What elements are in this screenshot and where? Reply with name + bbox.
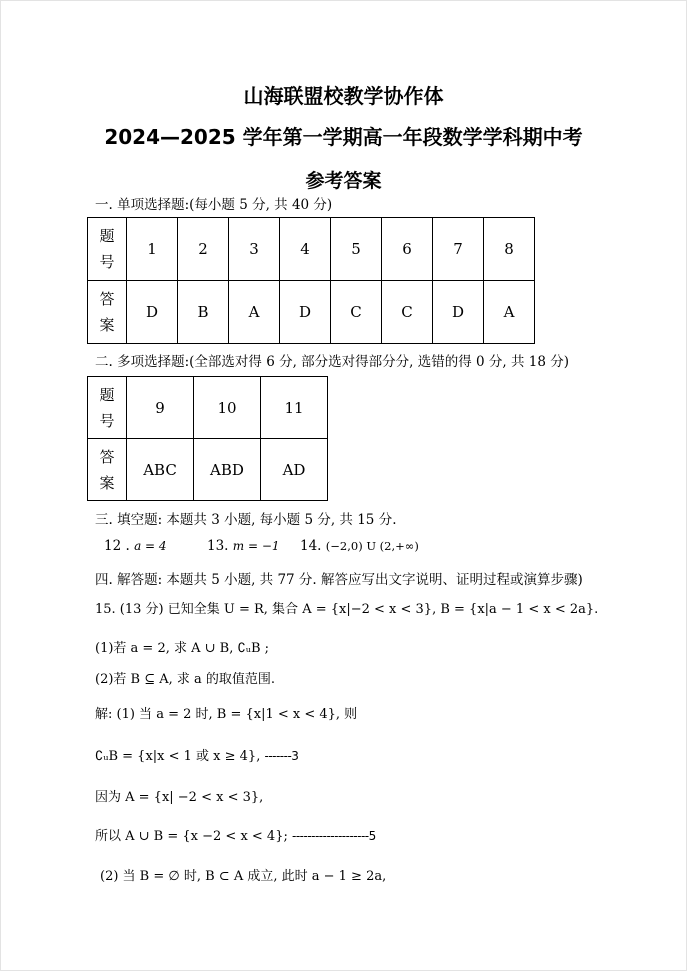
question-number: 10 — [194, 377, 261, 439]
answer-cell: A — [484, 281, 535, 344]
solution-line-4 — [95, 825, 376, 844]
answer-key-title: 参考答案 — [305, 170, 382, 192]
solution-line-2 — [95, 745, 298, 764]
question-number: 4 — [280, 218, 331, 281]
q12-answer: a = 4 — [134, 539, 167, 553]
section4-title: 四. 解答题: 本题共 5 小题, 共 77 分. 解答应写出文字说明、证明过程或演算步骤) — [95, 572, 583, 588]
answer-cell: A — [229, 281, 280, 344]
question-row — [88, 218, 535, 281]
solution-line-5: (2) 当 B = ∅ 时, B ⊂ A 成立, 此时 a − 1 ≥ 2a, — [100, 869, 387, 884]
fill-blank-14 — [300, 538, 419, 554]
question-number: 3 — [229, 218, 280, 281]
solution-line-1: 解: (1) 当 a = 2 时, B = {x|1 < x < 4}, 则 — [95, 707, 358, 722]
q15-part2: (2)若 B ⊆ A, 求 a 的取值范围. — [95, 672, 276, 687]
answer-cell: D — [433, 281, 484, 344]
fill-blank-13 — [207, 538, 280, 554]
question-number: 9 — [127, 377, 194, 439]
question-number: 11 — [261, 377, 328, 439]
section2-title: 二. 多项选择题:(全部选对得 6 分, 部分选对得部分分, 选错的得 0 分, 共 18 分) — [95, 354, 570, 370]
answer-cell: ABD — [194, 439, 261, 501]
question-number: 6 — [382, 218, 433, 281]
answer-row — [88, 281, 535, 344]
question-row — [88, 377, 328, 439]
row-header-answer: 答 案 — [88, 439, 127, 501]
question-number: 8 — [484, 218, 535, 281]
union-result: 所以 A ∪ B = {x −2 < x < 4}; — [95, 829, 288, 844]
q14-number: 14. — [300, 538, 322, 554]
single-choice-table — [87, 217, 535, 344]
question-number: 5 — [331, 218, 382, 281]
solution-line-3: 因为 A = {x| −2 < x < 3}, — [95, 790, 264, 805]
answer-cell: D — [127, 281, 178, 344]
org-title: 山海联盟校教学协作体 — [243, 84, 444, 108]
fill-blank-12 — [104, 538, 167, 554]
row-header-question: 题 号 — [88, 377, 127, 439]
q15-part1: (1)若 a = 2, 求 A ∪ B, ∁ᵤB ; — [95, 641, 270, 656]
score-mark-5: --------------------5 — [292, 829, 376, 843]
answer-cell: ABC — [127, 439, 194, 501]
answer-cell: C — [382, 281, 433, 344]
question-number: 2 — [178, 218, 229, 281]
row-header-question: 题 号 — [88, 218, 127, 281]
complement-b: ∁ᵤB = {x|x < 1 或 x ≥ 4}, — [95, 749, 261, 764]
answer-row — [88, 439, 328, 501]
q15-statement: 15. (13 分) 已知全集 U = R, 集合 A = {x|−2 < x < 3}, B = {x|a − 1 < x < 2a}. — [95, 602, 599, 617]
section1-title: 一. 单项选择题:(每小题 5 分, 共 40 分) — [95, 197, 333, 213]
answer-cell: D — [280, 281, 331, 344]
score-mark-3: -------3 — [264, 749, 299, 763]
answer-cell: B — [178, 281, 229, 344]
q14-answer: (−2,0) U (2,+∞) — [325, 539, 419, 553]
question-number: 7 — [433, 218, 484, 281]
answer-cell: AD — [261, 439, 328, 501]
answer-cell: C — [331, 281, 382, 344]
q13-answer: m = −1 — [232, 539, 280, 553]
multi-choice-table — [87, 376, 328, 501]
row-header-answer: 答 案 — [88, 281, 127, 344]
q13-number: 13. — [207, 538, 229, 554]
section3-title: 三. 填空题: 本题共 3 小题, 每小题 5 分, 共 15 分. — [95, 512, 397, 528]
q12-number: 12 . — [104, 538, 130, 554]
exam-title: 2024—2025 学年第一学期高一年段数学学科期中考 — [104, 125, 583, 149]
question-number: 1 — [127, 218, 178, 281]
